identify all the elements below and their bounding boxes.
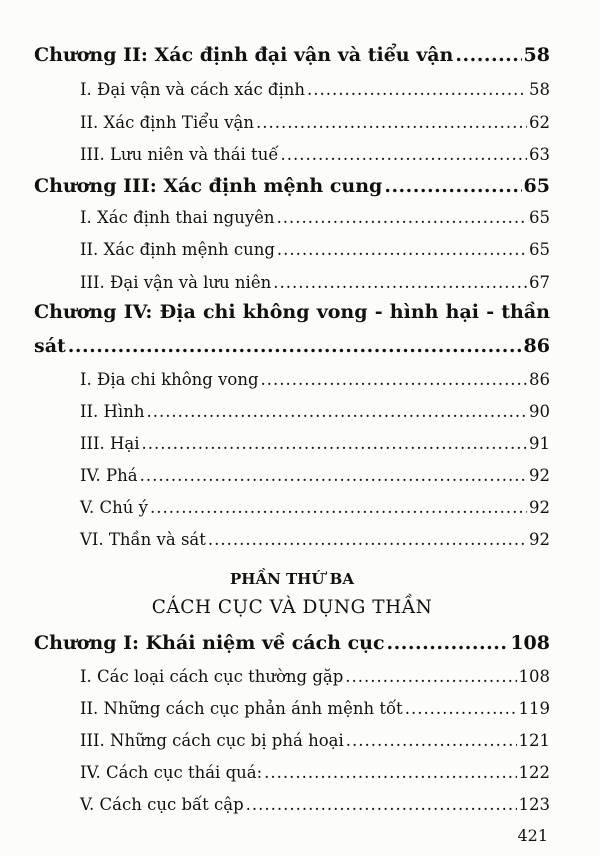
toc-label: II. Xác định Tiểu vận bbox=[80, 113, 255, 132]
toc-section bbox=[80, 434, 550, 453]
dot-leader bbox=[455, 44, 521, 66]
toc-page: 58 bbox=[523, 44, 550, 66]
toc-word: Chương bbox=[34, 301, 117, 323]
dot-leader bbox=[142, 434, 527, 453]
toc-section bbox=[80, 113, 550, 132]
toc-label: I. Đại vận và cách xác định bbox=[80, 80, 306, 99]
toc-page: 65 bbox=[529, 208, 550, 227]
toc-page: 86 bbox=[523, 335, 550, 357]
toc-word: hình bbox=[389, 301, 439, 323]
toc-section bbox=[80, 370, 550, 389]
toc-page: 65 bbox=[529, 240, 550, 259]
toc-label: III. Những cách cục bị phá hoại bbox=[80, 731, 344, 750]
toc-section bbox=[80, 145, 550, 164]
toc-section bbox=[80, 498, 550, 517]
dot-leader bbox=[246, 795, 517, 814]
dot-leader bbox=[264, 763, 516, 782]
toc-page: 92 bbox=[529, 530, 550, 549]
toc-page: 108 bbox=[510, 632, 550, 654]
toc-word: vong bbox=[316, 301, 368, 323]
toc-section bbox=[80, 240, 550, 259]
part-title: CÁCH CỤC VÀ DỤNG THẦN bbox=[151, 597, 433, 618]
toc-page: 108 bbox=[518, 667, 550, 686]
toc-section bbox=[80, 731, 550, 750]
toc-chapter-3 bbox=[34, 175, 550, 197]
dot-leader bbox=[277, 208, 527, 227]
dot-leader bbox=[345, 667, 516, 686]
dot-leader bbox=[256, 113, 527, 132]
toc-section bbox=[80, 763, 550, 782]
toc-page: 121 bbox=[518, 731, 550, 750]
toc-page: 58 bbox=[529, 80, 550, 99]
toc-chapter-1 bbox=[34, 632, 550, 654]
toc-word: IV: bbox=[123, 301, 153, 323]
dot-leader bbox=[261, 370, 527, 389]
toc-page: 65 bbox=[523, 175, 550, 197]
toc-label: IV. Cách cục thái quá: bbox=[80, 763, 263, 782]
toc-chapter-4-line1 bbox=[34, 301, 550, 323]
toc-label: II. Hình bbox=[80, 402, 145, 421]
toc-word: - bbox=[374, 301, 383, 323]
toc-label: Chương I: Khái niệm về cách cục bbox=[34, 632, 385, 654]
toc-word: không bbox=[242, 301, 310, 323]
toc-section bbox=[80, 795, 550, 814]
toc-label: II. Xác định mệnh cung bbox=[80, 240, 275, 259]
toc-section bbox=[80, 402, 550, 421]
dot-leader bbox=[307, 80, 527, 99]
toc-label: III. Hại bbox=[80, 434, 140, 453]
dot-leader bbox=[208, 530, 527, 549]
toc-page: 62 bbox=[529, 113, 550, 132]
dot-leader bbox=[277, 240, 527, 259]
page-number: 421 bbox=[517, 826, 548, 845]
toc-label: I. Địa chi không vong bbox=[80, 370, 259, 389]
toc-chapter-4-line2 bbox=[34, 335, 550, 357]
toc-page: 92 bbox=[529, 466, 550, 485]
dot-leader bbox=[146, 402, 527, 421]
toc-label: I. Xác định thai nguyên bbox=[80, 208, 275, 227]
toc-page: 123 bbox=[518, 795, 550, 814]
dot-leader bbox=[387, 632, 509, 654]
part-label: PHẦN THỨ BA bbox=[230, 570, 354, 588]
toc-section bbox=[80, 699, 550, 718]
toc-page: 67 bbox=[529, 273, 550, 292]
toc-chapter-2 bbox=[34, 44, 550, 66]
toc-section bbox=[80, 208, 550, 227]
toc-page: 119 bbox=[518, 699, 550, 718]
toc-label: III. Đại vận và lưu niên bbox=[80, 273, 272, 292]
toc-section bbox=[80, 80, 550, 99]
toc-word: hại bbox=[445, 301, 479, 323]
toc-page: 122 bbox=[518, 763, 550, 782]
toc-word: Địa bbox=[159, 301, 196, 323]
toc-label: III. Lưu niên và thái tuế bbox=[80, 145, 279, 164]
toc-word: chi bbox=[202, 301, 236, 323]
toc-word: - bbox=[486, 301, 495, 323]
toc-page: 91 bbox=[529, 434, 550, 453]
toc-page: 92 bbox=[529, 498, 550, 517]
dot-leader bbox=[346, 731, 517, 750]
toc-label: Chương II: Xác định đại vận và tiểu vận bbox=[34, 44, 454, 66]
dot-leader bbox=[405, 699, 517, 718]
toc-section bbox=[80, 273, 550, 292]
toc-label: I. Các loại cách cục thường gặp bbox=[80, 667, 344, 686]
toc-section bbox=[80, 466, 550, 485]
toc-page: 90 bbox=[529, 402, 550, 421]
dot-leader bbox=[280, 145, 527, 164]
toc-label: II. Những cách cục phản ánh mệnh tốt bbox=[80, 699, 403, 718]
toc-label: V. Cách cục bất cập bbox=[80, 795, 244, 814]
dot-leader bbox=[384, 175, 521, 197]
toc-label: Chương III: Xác định mệnh cung bbox=[34, 175, 383, 197]
toc-label: IV. Phá bbox=[80, 466, 138, 485]
toc-section bbox=[80, 530, 550, 549]
toc-word: thần bbox=[501, 301, 550, 323]
toc-section bbox=[80, 667, 550, 686]
dot-leader bbox=[140, 466, 527, 485]
dot-leader bbox=[150, 498, 527, 517]
toc-page: 86 bbox=[529, 370, 550, 389]
toc-label: V. Chú ý bbox=[80, 498, 148, 517]
toc-label: VI. Thần và sát bbox=[80, 530, 206, 549]
dot-leader bbox=[273, 273, 527, 292]
dot-leader bbox=[68, 335, 522, 357]
toc-label: sát bbox=[34, 335, 66, 357]
toc-page: 63 bbox=[529, 145, 550, 164]
